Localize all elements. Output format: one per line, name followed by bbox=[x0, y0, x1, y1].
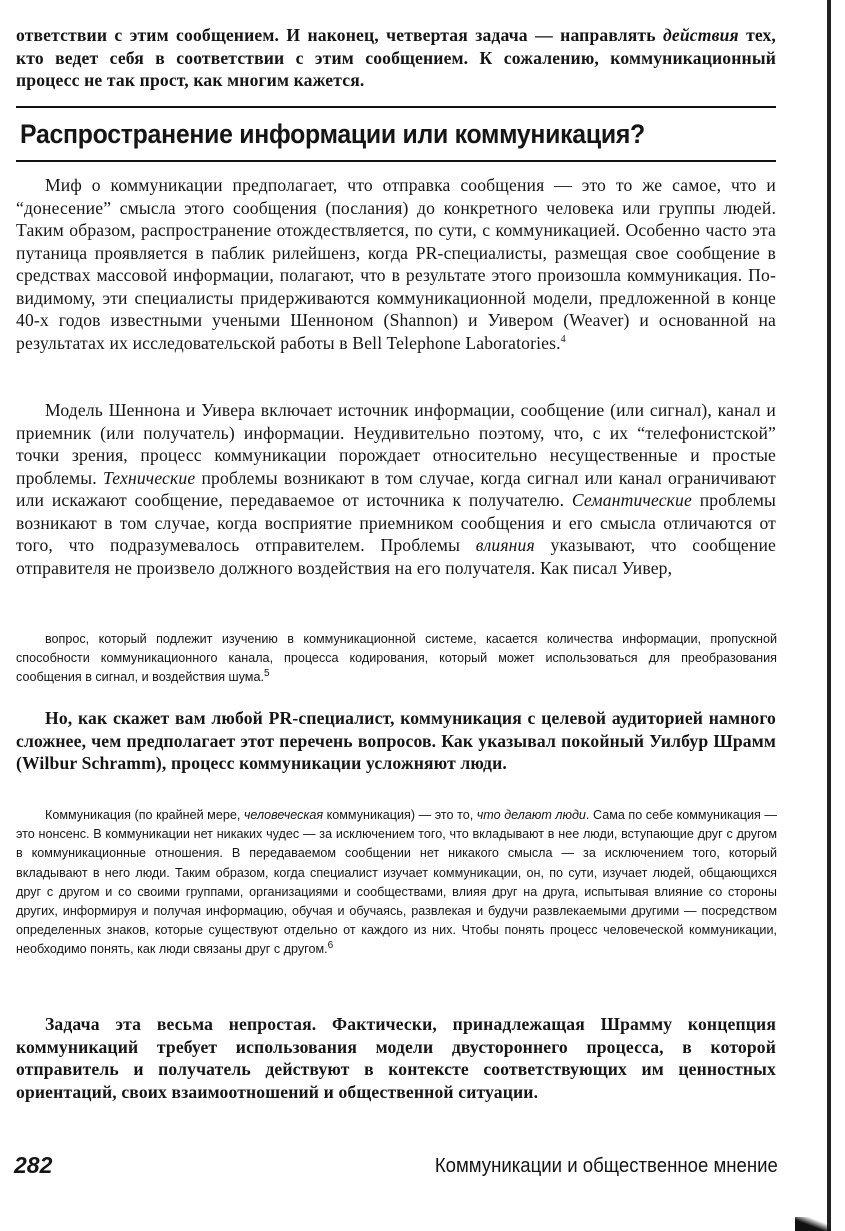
footnote-marker-6: 6 bbox=[327, 940, 334, 952]
scan-edge-shadow bbox=[827, 0, 831, 1231]
scan-corner-shadow bbox=[795, 1217, 831, 1231]
top-paragraph-emphasis: действия bbox=[663, 25, 739, 45]
quote-schramm-text-2: коммуникация) — это то, bbox=[323, 808, 477, 822]
paragraph-2-text-3: проблемы возникают в том случае, когда восприятие приемником сообщения и его смысла отличаются от того, что подразумевалось отправителем. Проблемы bbox=[16, 490, 776, 555]
section-heading: Распространение информации или коммуникация? bbox=[20, 119, 645, 149]
quote-schramm-text-3: . Сама по себе коммуникация — это нонсенс. В коммуникации нет никаких чудес — за исключением того, что вкладывают в нее люди, вступающие друг с другом в коммуникационные отношения. В передаваемом сообщении нет никакого смысла — за исключением того, который вкладывают в него люди. Таким образом, когда специалист изучает коммуникации, он, по сути, изучает людей, общающихся друг с другом и со своими группами, организациями и сообществами, влияя друг на друга, испытывая влияние со стороны других, информируя и получая информацию, обучая и обучаясь, развлекая и будучи развлекаемыми другими — посредством определенных знаков, которые существуют отдельно от каждого из них. Чтобы понять процесс человеческой коммуникации, необходимо понять, как люди связаны друг с другом. bbox=[16, 808, 777, 957]
paragraph-1 bbox=[16, 174, 776, 354]
paragraph-2 bbox=[16, 399, 776, 579]
paragraph-2-emphasis-semantic: Семантические bbox=[571, 490, 692, 510]
top-paragraph-text-2: тех, кто ведет себя в соответствии с этим сообщением. К сожалению, коммуникационный процесс не так прост, как многим кажется. bbox=[16, 25, 776, 90]
paragraph-2-text-4: указывают, что сообщение отправителя не произвело должного воздействия на его получателя. Как писал Уивер, bbox=[16, 535, 776, 578]
paragraph-2-text-1: Модель Шеннона и Уивера включает источник информации, сообщение (или сигнал), канал и приемник (или получатель) информации. Неудивительно поэтому, что, с их “телефонистской” точки зрения, процесс коммуникации порождает относительно несущественные и простые проблемы. bbox=[16, 400, 776, 488]
paragraph-4 bbox=[16, 1013, 776, 1103]
footnote-marker-4: 4 bbox=[560, 333, 566, 345]
quote-schramm bbox=[16, 806, 777, 960]
heading-bottom-rule bbox=[16, 160, 776, 162]
quote-weaver bbox=[16, 630, 777, 688]
heading-top-rule bbox=[16, 106, 776, 108]
paragraph-3-text: Но, как скажет вам любой PR-специалист, коммуникация с целевой аудиторией намного сложнее, чем предполагает этот перечень вопросов. Как указывал покойный Уилбур Шрамм (Wilbur Schramm), процесс коммуникации усложняют люди. bbox=[16, 708, 776, 773]
paragraph-2-emphasis-technical: Технические bbox=[102, 467, 196, 488]
paragraph-1-text: Миф о коммуникации предполагает, что отправка сообщения — это то же самое, что и “донесение” смысла этого сообщения (послания) до конкретного человека или группы людей. Таким образом, распространение отождествляется, по сути, с коммуникацией. Особенно часто эта путаница проявляется в паблик рилейшенз, когда PR-специалисты, размещая свое сообщение в средствах массовой информации, полагают, что в результате этого произошла коммуникация. По-видимому, эти специалисты придерживаются коммуникационной модели, предложенной в конце 40-х годов известными учеными Шенноном (Shannon) и Уивером (Weaver) и основанной на результатах их исследовательской работы в Bell Telephone Laboratories. bbox=[16, 175, 776, 353]
paragraph-2-emphasis-influence: влияния bbox=[475, 535, 535, 555]
paragraph-2-text-2: проблемы возникают в том случае, когда сигнал или канал ограничивают или искажают сообщение, передаваемое от источника к получателю. bbox=[16, 467, 776, 510]
quote-schramm-emphasis-human: человеческая bbox=[243, 808, 324, 822]
quote-schramm-text-1: Коммуникация (по крайней мере, bbox=[45, 808, 244, 822]
quote-weaver-text: вопрос, который подлежит изучению в коммуникационной системе, касается количества информации, пропускной способности коммуникационного канала, процесса кодирования, который может использоваться для преобразования сообщения в сигнал, и воздействия шума. bbox=[16, 632, 777, 685]
footnote-marker-5: 5 bbox=[263, 668, 270, 680]
paragraph-3 bbox=[16, 707, 776, 775]
top-paragraph bbox=[16, 24, 776, 92]
quote-schramm-emphasis-people-do: что делают люди bbox=[476, 808, 586, 822]
running-title: Коммуникации и общественное мнение bbox=[434, 1155, 778, 1177]
paragraph-4-text: Задача эта весьма непростая. Фактически, принадлежащая Шрамму концепция коммуникаций требует использования модели двустороннего процесса, в которой отправитель и получатель действуют в контексте соответствующих им ценностных ориентаций, своих взаимоотношений и общественной ситуации. bbox=[16, 1014, 776, 1102]
page-number: 282 bbox=[14, 1152, 53, 1178]
top-paragraph-text-1: ответствии с этим сообщением. И наконец, четвертая задача — направлять bbox=[16, 25, 664, 45]
